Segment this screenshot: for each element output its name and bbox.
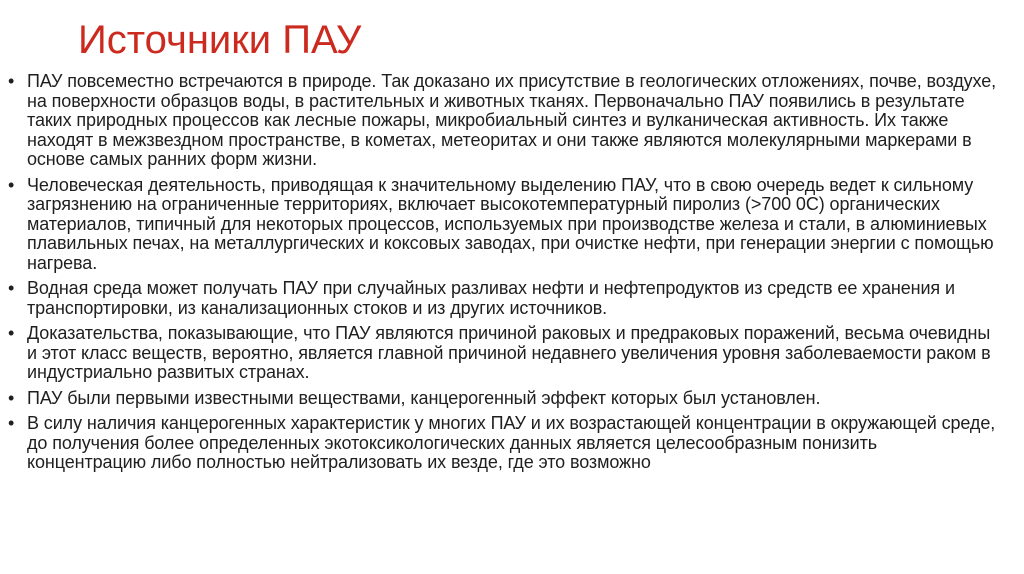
bullet-text: ПАУ повсеместно встречаются в природе. Так доказано их присутствие в геологических отложениях, почве, воздухе, на поверхности образцов воды, в растительных и животных тканях. Первоначально ПАУ появились в результате таких природных процессов как лесные пожары, микробиальный синтез и вулканическая активность. Их также находят в межзвездном пространстве, в кометах, метеоритах и они также являются молекулярными маркерами в основе самых ранних форм жизни. <box>27 71 997 169</box>
bullet-icon: • <box>8 174 15 195</box>
bullet-text: Водная среда может получать ПАУ при случайных разливах нефти и нефтепродуктов из средств ее хранения и транспортировки, из канализационных стоков и из других источников. <box>27 278 955 318</box>
bullet-text: ПАУ были первыми известными веществами, канцерогенный эффект которых был установлен. <box>27 387 821 408</box>
bullet-icon: • <box>8 413 15 433</box>
bullet-item <box>8 389 998 409</box>
bullet-icon: • <box>8 323 15 343</box>
bullet-icon: • <box>8 387 15 408</box>
slide-title: Источники ПАУ <box>78 18 362 62</box>
bullet-item <box>8 324 998 383</box>
bullet-item <box>8 72 998 170</box>
bullet-icon: • <box>8 278 15 298</box>
bullet-text: В силу наличия канцерогенных характеристик у многих ПАУ и их возрастающей концентрации в окружающей среде, до получения более определенных экотоксикологических данных является целесообразным понизить концентрацию либо полностью нейтрализовать их везде, где это возможно <box>27 413 996 472</box>
bullet-item <box>8 414 998 473</box>
bullet-icon: • <box>8 71 15 91</box>
bullet-item <box>8 176 998 274</box>
bullet-text: Доказательства, показывающие, что ПАУ являются причиной раковых и предраковых поражений, весьма очевидны и этот класс веществ, вероятно, является главной причиной недавнего увеличения уровня заболеваемости раком в индустриально развитых странах. <box>27 323 991 382</box>
bullet-item <box>8 279 998 318</box>
bullet-list <box>8 72 998 479</box>
bullet-text: Человеческая деятельность, приводящая к значительному выделению ПАУ, что в свою очередь ведет к сильному загрязнению на ограниченные территориях, включает высокотемпературный пиролиз (>700 0С) органических материалов, типичный для некоторых процессов, используемых при производстве железа и стали, в алюминиевых плавильных печах, на металлургических и коксовых заводах, при очистке нефти, при генерации энергии с помощью нагрева. <box>27 174 994 273</box>
